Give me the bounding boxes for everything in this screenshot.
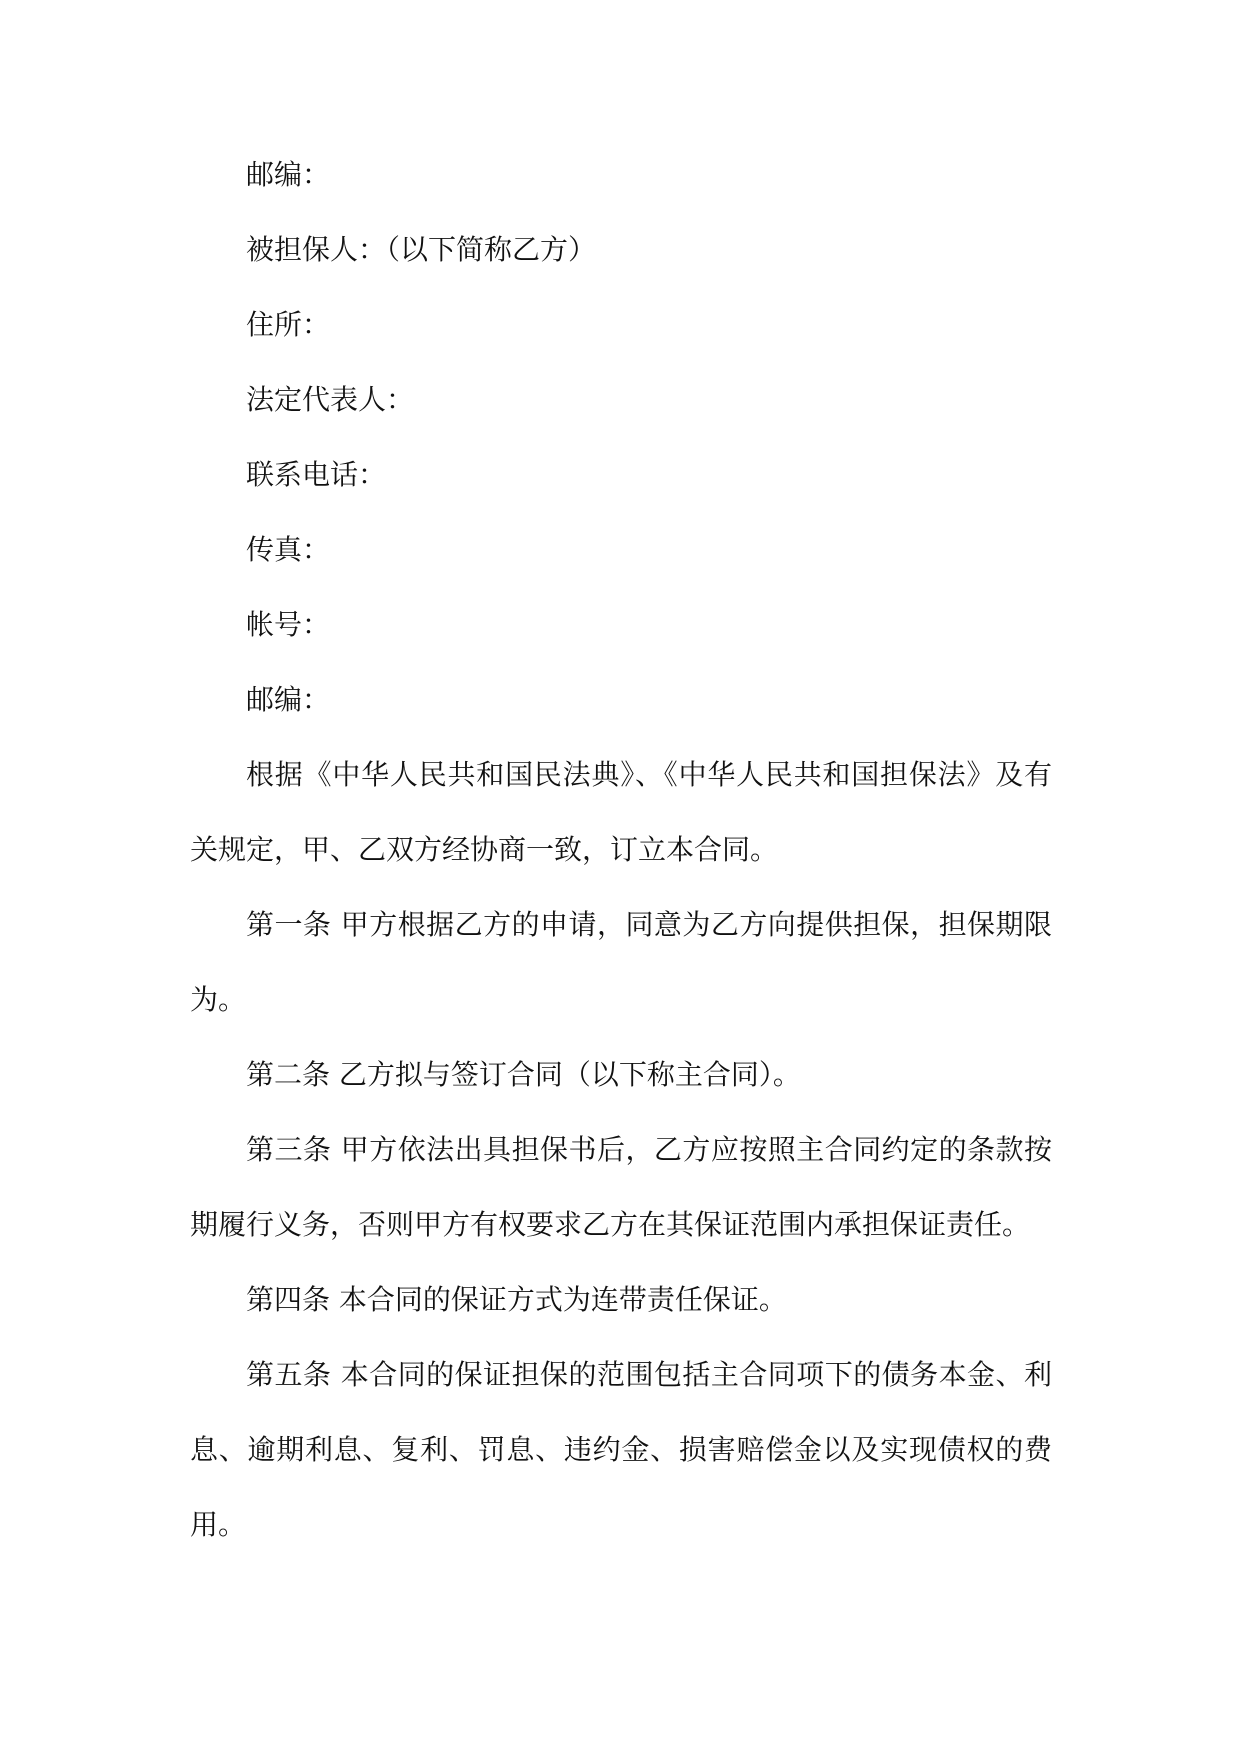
preamble-paragraph: 根据《中华人民共和国民法典》、《中华人民共和国担保法》及有关规定，甲、乙双方经协商一致，订立本合同。 <box>190 758 1052 866</box>
postcode-line-1: 邮编： <box>246 158 331 191</box>
fax-line: 传真： <box>246 533 331 566</box>
phone-line: 联系电话： <box>246 458 387 491</box>
legal-representative-line: 法定代表人： <box>246 383 415 416</box>
guaranteed-party-line: 被担保人：（以下简称乙方） <box>246 233 597 266</box>
address-line: 住所： <box>246 308 331 341</box>
article-2: 第二条 乙方拟与签订合同（以下称主合同）。 <box>246 1058 801 1091</box>
contract-body <box>190 137 1052 1562</box>
account-line: 帐号： <box>246 608 331 641</box>
article-5: 第五条 本合同的保证担保的范围包括主合同项下的债务本金、利息、逾期利息、复利、罚息、违约金、损害赔偿金以及实现债权的费用。 <box>190 1358 1052 1541</box>
article-3: 第三条 甲方依法出具担保书后，乙方应按照主合同约定的条款按期履行义务，否则甲方有权要求乙方在其保证范围内承担保证责任。 <box>190 1133 1052 1241</box>
postcode-line-2: 邮编： <box>246 683 331 716</box>
article-1: 第一条 甲方根据乙方的申请，同意为乙方向提供担保，担保期限为。 <box>190 908 1052 1016</box>
article-4: 第四条 本合同的保证方式为连带责任保证。 <box>246 1283 787 1316</box>
